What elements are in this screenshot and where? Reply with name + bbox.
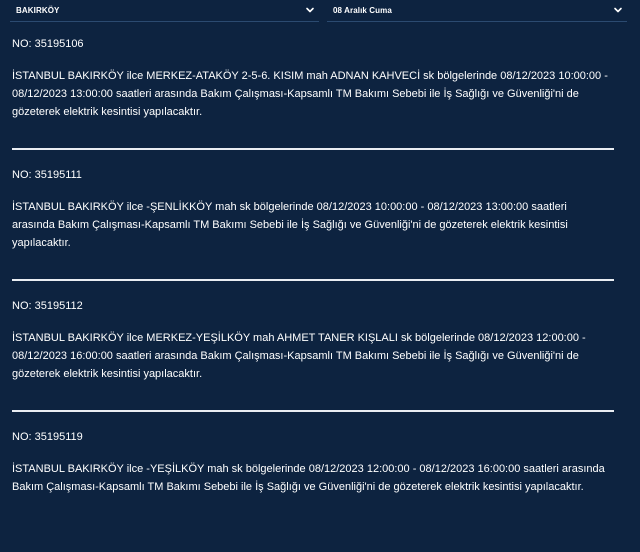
date-select[interactable] bbox=[327, 0, 627, 22]
divider bbox=[12, 410, 614, 412]
outage-description: İSTANBUL BAKIRKÖY ilce -YEŞİLKÖY mah sk bölgelerinde 08/12/2023 12:00:00 - 08/12/2023 16:00:00 saatleri arasında Bakım Çalışması-Kapsamlı TM Bakımı Sebebi ile İş Sağlığı ve Güvenliği'ni de gözeterek elektrik kesintisi yapılacaktır. bbox=[12, 463, 605, 493]
divider bbox=[12, 279, 614, 281]
outage-number: NO: 35195112 bbox=[12, 300, 83, 312]
list-item bbox=[0, 421, 640, 552]
date-select-value: 08 Aralık Cuma bbox=[333, 6, 392, 15]
district-select-value: BAKIRKÖY bbox=[16, 6, 60, 15]
outage-description: İSTANBUL BAKIRKÖY ilce -ŞENLİKKÖY mah sk bölgelerinde 08/12/2023 10:00:00 - 08/12/2023 13:00:00 saatleri arasında Bakım Çalışması-Kapsamlı TM Bakımı Sebebi ile İş Sağlığı ve Güvenliği'ni de gözeterek elektrik kesintisi yapılacaktır. bbox=[12, 201, 568, 249]
outage-number: NO: 35195106 bbox=[12, 38, 84, 50]
outage-number: NO: 35195119 bbox=[12, 431, 83, 443]
list-item bbox=[0, 290, 640, 421]
outage-description: İSTANBUL BAKIRKÖY ilce MERKEZ-ATAKÖY 2-5-6. KISIM mah ADNAN KAHVECİ sk bölgelerinde 08/12/2023 10:00:00 - 08/12/2023 13:00:00 saatleri arasında Bakım Çalışması-Kapsamlı TM Bakımı Sebebi ile İş Sağlığı ve Güvenliği'ni de gözeterek elektrik kesintisi yapılacaktır. bbox=[12, 70, 608, 118]
list-item bbox=[0, 159, 640, 290]
list-item bbox=[0, 28, 640, 159]
chevron-down-icon bbox=[305, 5, 315, 15]
outage-list bbox=[0, 28, 640, 552]
outage-number: NO: 35195111 bbox=[12, 169, 82, 181]
filter-bar bbox=[0, 0, 640, 22]
outage-description: İSTANBUL BAKIRKÖY ilce MERKEZ-YEŞİLKÖY mah AHMET TANER KIŞLALI sk bölgelerinde 08/12/2023 12:00:00 - 08/12/2023 16:00:00 saatleri arasında Bakım Çalışması-Kapsamlı TM Bakımı Sebebi ile İş Sağlığı ve Güvenliği'ni de gözeterek elektrik kesintisi yapılacaktır. bbox=[12, 332, 586, 380]
divider bbox=[12, 148, 614, 150]
chevron-down-icon bbox=[613, 5, 623, 15]
district-select[interactable] bbox=[10, 0, 319, 22]
